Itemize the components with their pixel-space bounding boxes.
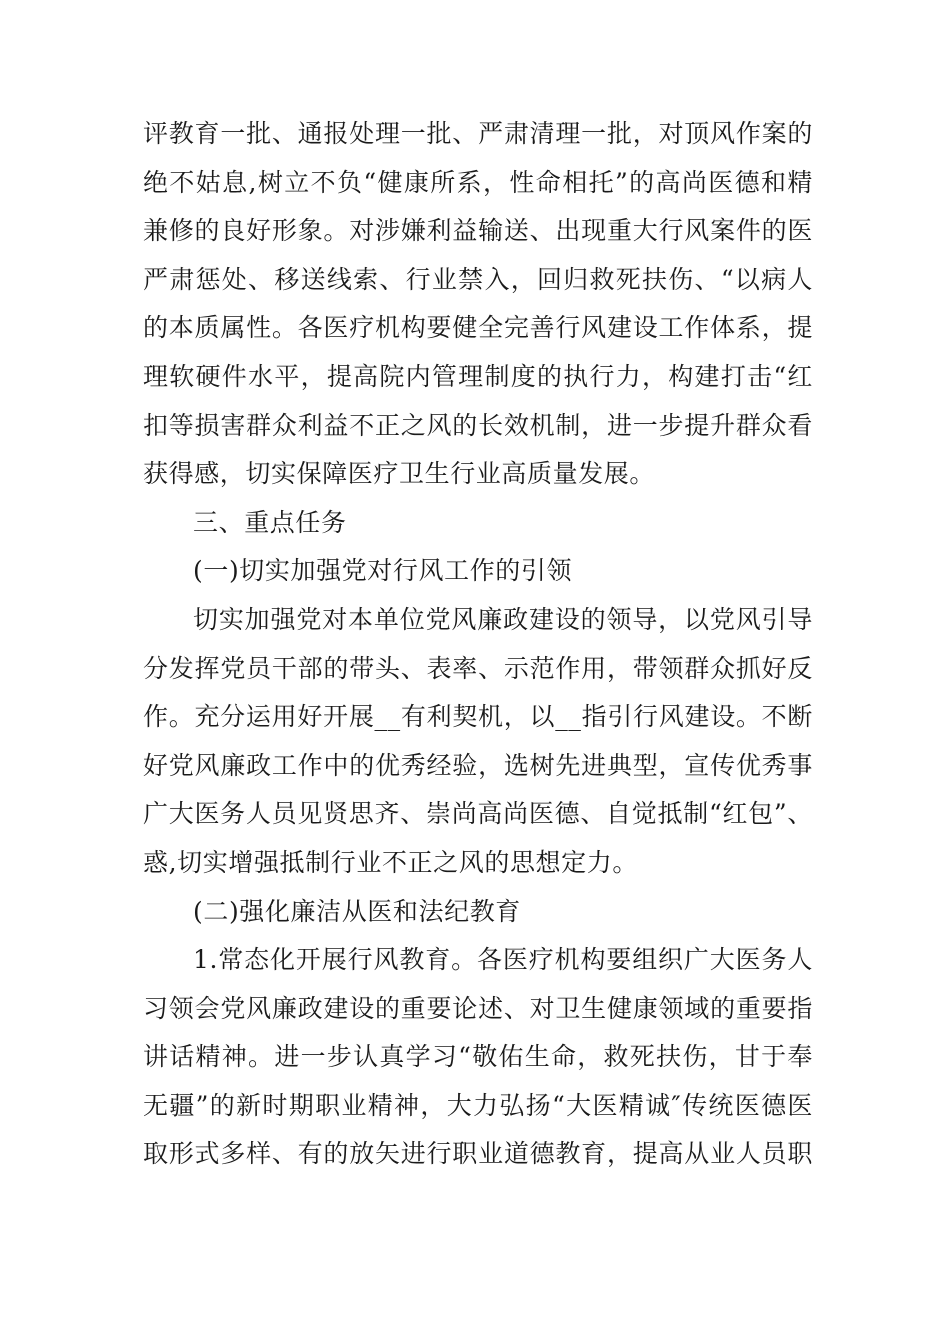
document-body — [143, 110, 813, 1179]
text-line: 扣等损害群众利益不正之风的长效机制，进一步提升群众看 — [143, 410, 813, 440]
text-line: 讲话精神。进一步认真学习“敬佑生命，救死扶伤，甘于奉 — [143, 1042, 813, 1072]
text-line: 惑,切实增强抵制行业不正之风的思想定力。 — [143, 847, 638, 877]
text-line: 切实加强党对本单位党风廉政建设的领导，以党风引导 — [193, 604, 813, 634]
text-line: (二)强化廉洁从医和法纪教育 — [193, 896, 521, 926]
text-line: 好党风廉政工作中的优秀经验，选树先进典型，宣传优秀事 — [143, 750, 813, 780]
text-line: 评教育一批、通报处理一批、严肃清理一批，对顶风作案的 — [143, 119, 813, 148]
text-line: 严肃惩处、移送线索、行业禁入，回归救死扶伤、“以病人 — [143, 264, 813, 294]
text-line: 分发挥党员干部的带头、表率、示范作用，带领群众抓好反 — [143, 653, 813, 683]
text-line: 理软硬件水平，提高院内管理制度的执行力，构建打击“红 — [143, 361, 813, 391]
text-line: 取形式多样、有的放矢进行职业道德教育，提高从业人员职 — [143, 1139, 813, 1169]
text-line: 作。充分运用好开展__有利契机，以__指引行风建设。不断 — [143, 702, 813, 732]
text-line: 三、重点任务 — [193, 507, 347, 537]
text-line: 获得感，切实保障医疗卫生行业高质量发展。 — [143, 459, 656, 489]
text-line: 的本质属性。各医疗机构要健全完善行风建设工作体系，提 — [143, 313, 813, 343]
text-line: 兼修的良好形象。对涉嫌利益输送、出现重大行风案件的医 — [143, 216, 813, 246]
text-line: 绝不姑息,树立不负“健康所系，性命相托”的高尚医德和精 — [143, 167, 813, 197]
text-line: 习领会党风廉政建设的重要论述、对卫生健康领域的重要指 — [143, 993, 813, 1023]
text-line: 无疆”的新时期职业精神，大力弘扬“大医精诚″传统医德医 — [143, 1090, 813, 1120]
text-line: 广大医务人员见贤思齐、崇尚高尚医德、自觉抵制“红包”、 — [143, 799, 813, 829]
text-line: 1.常态化开展行风教育。各医疗机构要组织广大医务人 — [193, 945, 813, 975]
text-line: (一)切实加强党对行风工作的引领 — [193, 556, 573, 586]
